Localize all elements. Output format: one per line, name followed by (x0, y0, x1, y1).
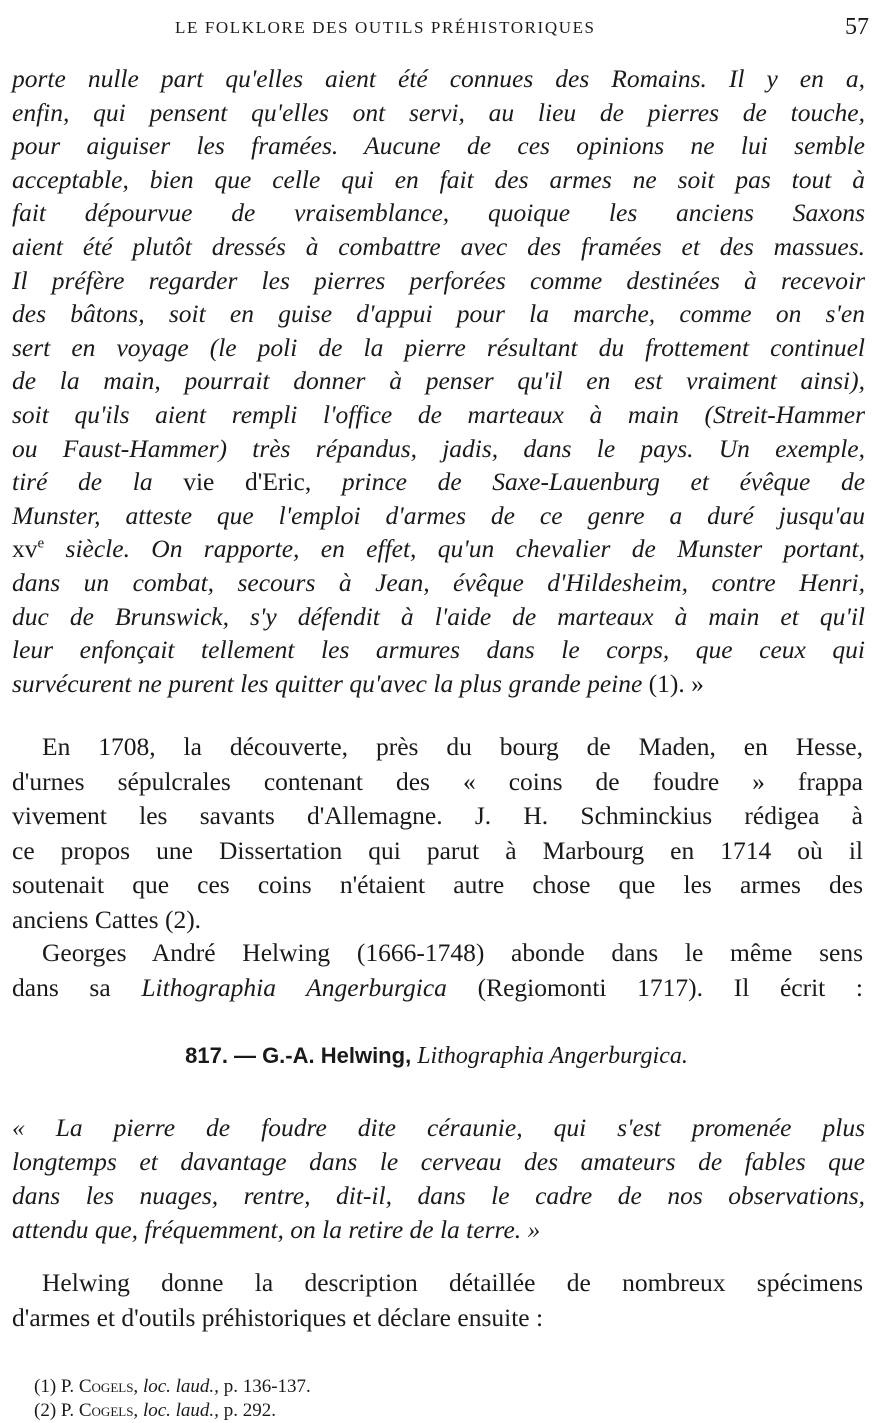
quote-fragment: siècle. On rapporte, en effet, qu'un chevalier de Munster portant, (65, 534, 865, 564)
footnote-ref: (1). (648, 668, 685, 698)
footnote-page: p. 292. (223, 1400, 276, 1421)
quote-line: « La pierre de foudre dite céraunie, qui s'est promenée plus (12, 1113, 865, 1142)
paragraph (12, 936, 863, 1005)
superscript: e (37, 535, 45, 552)
quote-line: Il préfère regarder les pierres perforées comme destinées à recevoir (12, 265, 865, 295)
quote-line: aient été plutôt dressés à combattre avec des framées et des massues. (12, 231, 865, 261)
quote-line: longtemps et davantage dans le cerveau des amateurs de fables que (12, 1147, 865, 1176)
quote-line: enfin, qui pensent qu'elles ont servi, au lieu de pierres de touche, (12, 97, 865, 127)
quote-line: attendu que, fréquemment, on la retire de la terre. » (12, 1215, 541, 1244)
footnote-author: P. Cogels, (60, 1376, 139, 1397)
text-line: vivement les savants d'Allemagne. J. H. Schminckius rédigea à (12, 801, 863, 830)
section-heading (0, 1043, 873, 1070)
quote-line: soit qu'ils aient rempli l'office de marteaux à main (Streit-Hammer (12, 399, 865, 429)
text-line: Helwing donne la description détaillée de nombreux spécimens (42, 1268, 863, 1297)
quoted-passage-2 (12, 1111, 865, 1247)
quote-line: dans les nuages, rentre, dit-il, dans le cadre de nos observations, (12, 1181, 865, 1210)
text-line: d'urnes sépulcrales contenant des « coins de foudre » frappa (12, 766, 863, 796)
quote-line: dans un combat, secours à Jean, évêque d'Hildesheim, contre Henri, (12, 567, 865, 597)
closing-quote: » (691, 668, 704, 698)
section-title: Lithographia Angerburgica. (417, 1043, 688, 1069)
text-fragment: (Regiomonti 1717). Il écrit : (477, 972, 864, 1002)
running-title: LE FOLKLORE DES OUTILS PRÉHISTORIQUES (175, 18, 596, 37)
footnote-mark: (1) (34, 1376, 57, 1397)
text-line: Georges André Helwing (1666-1748) abonde dans le même sens (42, 938, 863, 967)
section-author: G.-A. Helwing, (262, 1043, 412, 1068)
quote-fragment-roman: vie d'Eric, (183, 467, 312, 497)
quote-line (12, 667, 865, 701)
quote-line: Munster, atteste que l'emploi d'armes de ce genre a duré jusqu'au (12, 500, 865, 530)
text-line (12, 971, 863, 1006)
quote-line: acceptable, bien que celle qui en fait des armes ne soit pas tout à (12, 164, 865, 194)
quote-line: des bâtons, soit en guise d'appui pour la marche, comme on s'en (12, 299, 865, 329)
quoted-passage (12, 62, 865, 700)
footnote-ref: loc. laud., (142, 1400, 219, 1421)
quote-line (12, 465, 865, 499)
footnotes (34, 1375, 854, 1423)
section-number: 817. — (185, 1043, 257, 1068)
quote-line: pour aiguiser les framées. Aucune de ces opinions ne lui semble (12, 131, 865, 161)
quote-line: de la main, pourrait donner à penser qu'il en est vraiment ainsi), (12, 366, 865, 396)
quote-line: ou Faust-Hammer) très répandus, jadis, dans le pays. Un exemple, (12, 433, 865, 463)
footnote-mark: (2) (34, 1400, 57, 1421)
page-header (0, 16, 873, 46)
quote-fragment: prince de Saxe-Lauenburg et évêque de (341, 467, 866, 497)
book-title: Lithographia Angerburgica (141, 972, 447, 1002)
century-numeral: xv (12, 534, 38, 564)
text-line: En 1708, la découverte, près du bourg de Maden, en Hesse, (42, 732, 863, 761)
quote-line (12, 532, 865, 566)
paragraph (12, 1266, 863, 1335)
footnote-page: p. 136-137. (223, 1376, 311, 1397)
page-number: 57 (845, 14, 869, 40)
footnote (34, 1399, 854, 1423)
text-line: soutenait que ces coins n'étaient autre chose que les armes des (12, 870, 863, 899)
quote-line: fait dépourvue de vraisemblance, quoique les anciens Saxons (12, 198, 865, 228)
paragraph (12, 730, 863, 937)
footnote-author: P. Cogels, (60, 1400, 139, 1421)
quote-line: porte nulle part qu'elles aient été connues des Romains. Il y en a, (12, 64, 865, 93)
quote-line: leur enfonçait tellement les armures dans le corps, que ceux qui (12, 635, 865, 665)
text-line: ce propos une Dissertation qui parut à Marbourg en 1714 où il (12, 835, 863, 865)
quote-line: sert en voyage (le poli de la pierre résultant du frottement continuel (12, 332, 865, 362)
quote-fragment: survécurent ne purent les quitter qu'avec la plus grande peine (12, 668, 643, 698)
quote-line: duc de Brunswick, s'y défendit à l'aide de marteaux à main et qu'il (12, 601, 865, 631)
text-line: d'armes et d'outils préhistoriques et déclare ensuite : (12, 1302, 544, 1332)
footnote-ref: loc. laud., (142, 1376, 219, 1397)
quote-fragment: tiré de la (12, 467, 153, 497)
text-line: anciens Cattes (2). (12, 904, 202, 934)
text-fragment: dans sa (12, 972, 111, 1002)
footnote (34, 1375, 854, 1399)
